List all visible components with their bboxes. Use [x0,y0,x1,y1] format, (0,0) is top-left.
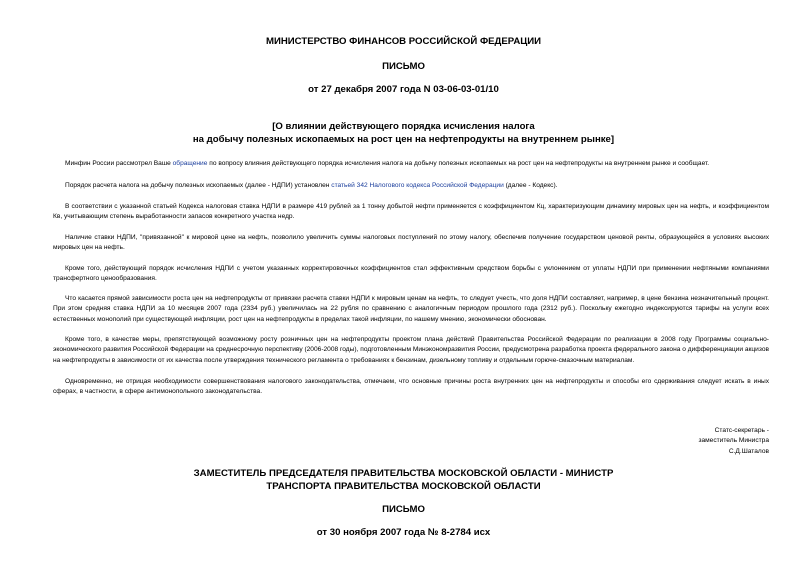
doc-date-number: от 27 декабря 2007 года N 03-06-03-01/10 [308,84,499,95]
paragraph-2 [53,181,769,191]
tax-code-article-link[interactable]: статьей 342 Налогового кодекса Российской Федерации [331,182,504,189]
signature-block [569,426,769,457]
signature-position: Статс-секретарь - [714,427,769,434]
paragraph-4: Наличие ставки НДПИ, "привязанной" к мировой цене на нефть, позволило увеличить суммы налоговых поступлений по этому налогу, обеспечив получение государством ценовой ренты, образующейся в условиях высоких мировых цен на нефть. [53,234,769,252]
paragraph-1-text-start: Минфин России рассмотрел Ваше [65,160,173,167]
signature-name: С.Д.Шаталов [728,447,769,455]
second-letter-doc-type: ПИСЬМО [382,504,425,515]
doc-subject [0,121,807,146]
second-letter-date-number: от 30 ноября 2007 года № 8-2784 исх [316,527,491,538]
paragraph-3: В соответствии с указанной статьей Кодекса налоговая ставка НДПИ в размере 419 рублей за 1 тонну добытой нефти применяется с коэффициентом Кц, характеризующим динамику мировых цен на нефть, и коэффициентом Кв, учитывающим степень выработанности запасов конкретного участка недр. [53,203,769,221]
paragraph-1 [53,159,769,169]
paragraph-2-text-start: Порядок расчета налога на добычу полезных ископаемых (далее - НДПИ) установлен [65,182,332,189]
paragraph-7: Кроме того, в качестве меры, препятствующей возможному росту розничных цен на нефтепродукты проектом плана действий Правительства Российской Федерации по реализации в 2008 году Программы социально-экономического развития Российской Федерации на среднесрочную перспективу (2006-2008 годы), подготовленным Минэкономразвития России, предусмотрена разработка проекта федерального закона о дифференциации акцизов на нефтепродукты в зависимости от их качества после утверждения технического регламента о требованиях к бензинам, дизельному топливу и отдельным горюче-смазочным материалам. [53,336,769,364]
signature-title: заместитель Министра [698,437,769,445]
doc-subject-line-2: на добычу полезных ископаемых на рост цен на нефтепродукты на внутреннем рынке] [192,133,615,145]
paragraph-2-text-end: (далее - Кодекс). [503,182,558,189]
appeal-link[interactable]: обращение [172,160,208,167]
doc-type-heading: ПИСЬМО [382,61,425,72]
second-letter-header [0,468,807,493]
doc-subject-line-1: [О влиянии действующего порядка исчисления налога [272,121,535,132]
paragraph-6: Что касается прямой зависимости роста цен на нефтепродукты от привязки расчета ставки НДПИ к мировым ценам на нефть, то следует учесть, что доля НДПИ составляет, например, в цене бензина незначительный процент. При этом средняя ставка НДПИ за 10 месяцев 2007 года (2334 руб.) увеличилась на 22 рубля по сравнению с аналогичным периодом прошлого года (2312 руб.). Поскольку ежегодно индексируются тарифы на услуги всех естественных монополий при существующей инфляции, рост цен на нефтепродукты в пределах такой инфляции, по нашему мнению, экономически обоснован. [53,295,769,323]
paragraph-5: Кроме того, действующий порядок исчисления НДПИ с учетом указанных корректировочных коэффициентов стал эффективным средством борьбы с уклонением от уплаты НДПИ при применении нефтяными компаниями трансфертного ценообразования. [53,265,769,283]
ministry-heading: МИНИСТЕРСТВО ФИНАНСОВ РОССИЙСКОЙ ФЕДЕРАЦИИ [265,36,542,47]
second-letter-header-line-1: ЗАМЕСТИТЕЛЬ ПРЕДСЕДАТЕЛЯ ПРАВИТЕЛЬСТВА МОСКОВСКОЙ ОБЛАСТИ - МИНИСТР [193,468,614,479]
paragraph-1-text-end: по вопросу влияния действующего порядка исчисления налога на добычу полезных ископаемых на рост цен на нефтепродукты на внутреннем рынке и сообщает. [207,160,710,167]
paragraph-8: Одновременно, не отрицая необходимости совершенствования налогового законодательства, отмечаем, что основные причины роста внутренних цен на нефтепродукты и способы его сдерживания следует искать в иных сферах, в частности, в сфере антимонопольного законодательства. [53,378,769,396]
second-letter-header-line-2: ТРАНСПОРТА ПРАВИТЕЛЬСТВА МОСКОВСКОЙ ОБЛАСТИ [266,480,541,492]
